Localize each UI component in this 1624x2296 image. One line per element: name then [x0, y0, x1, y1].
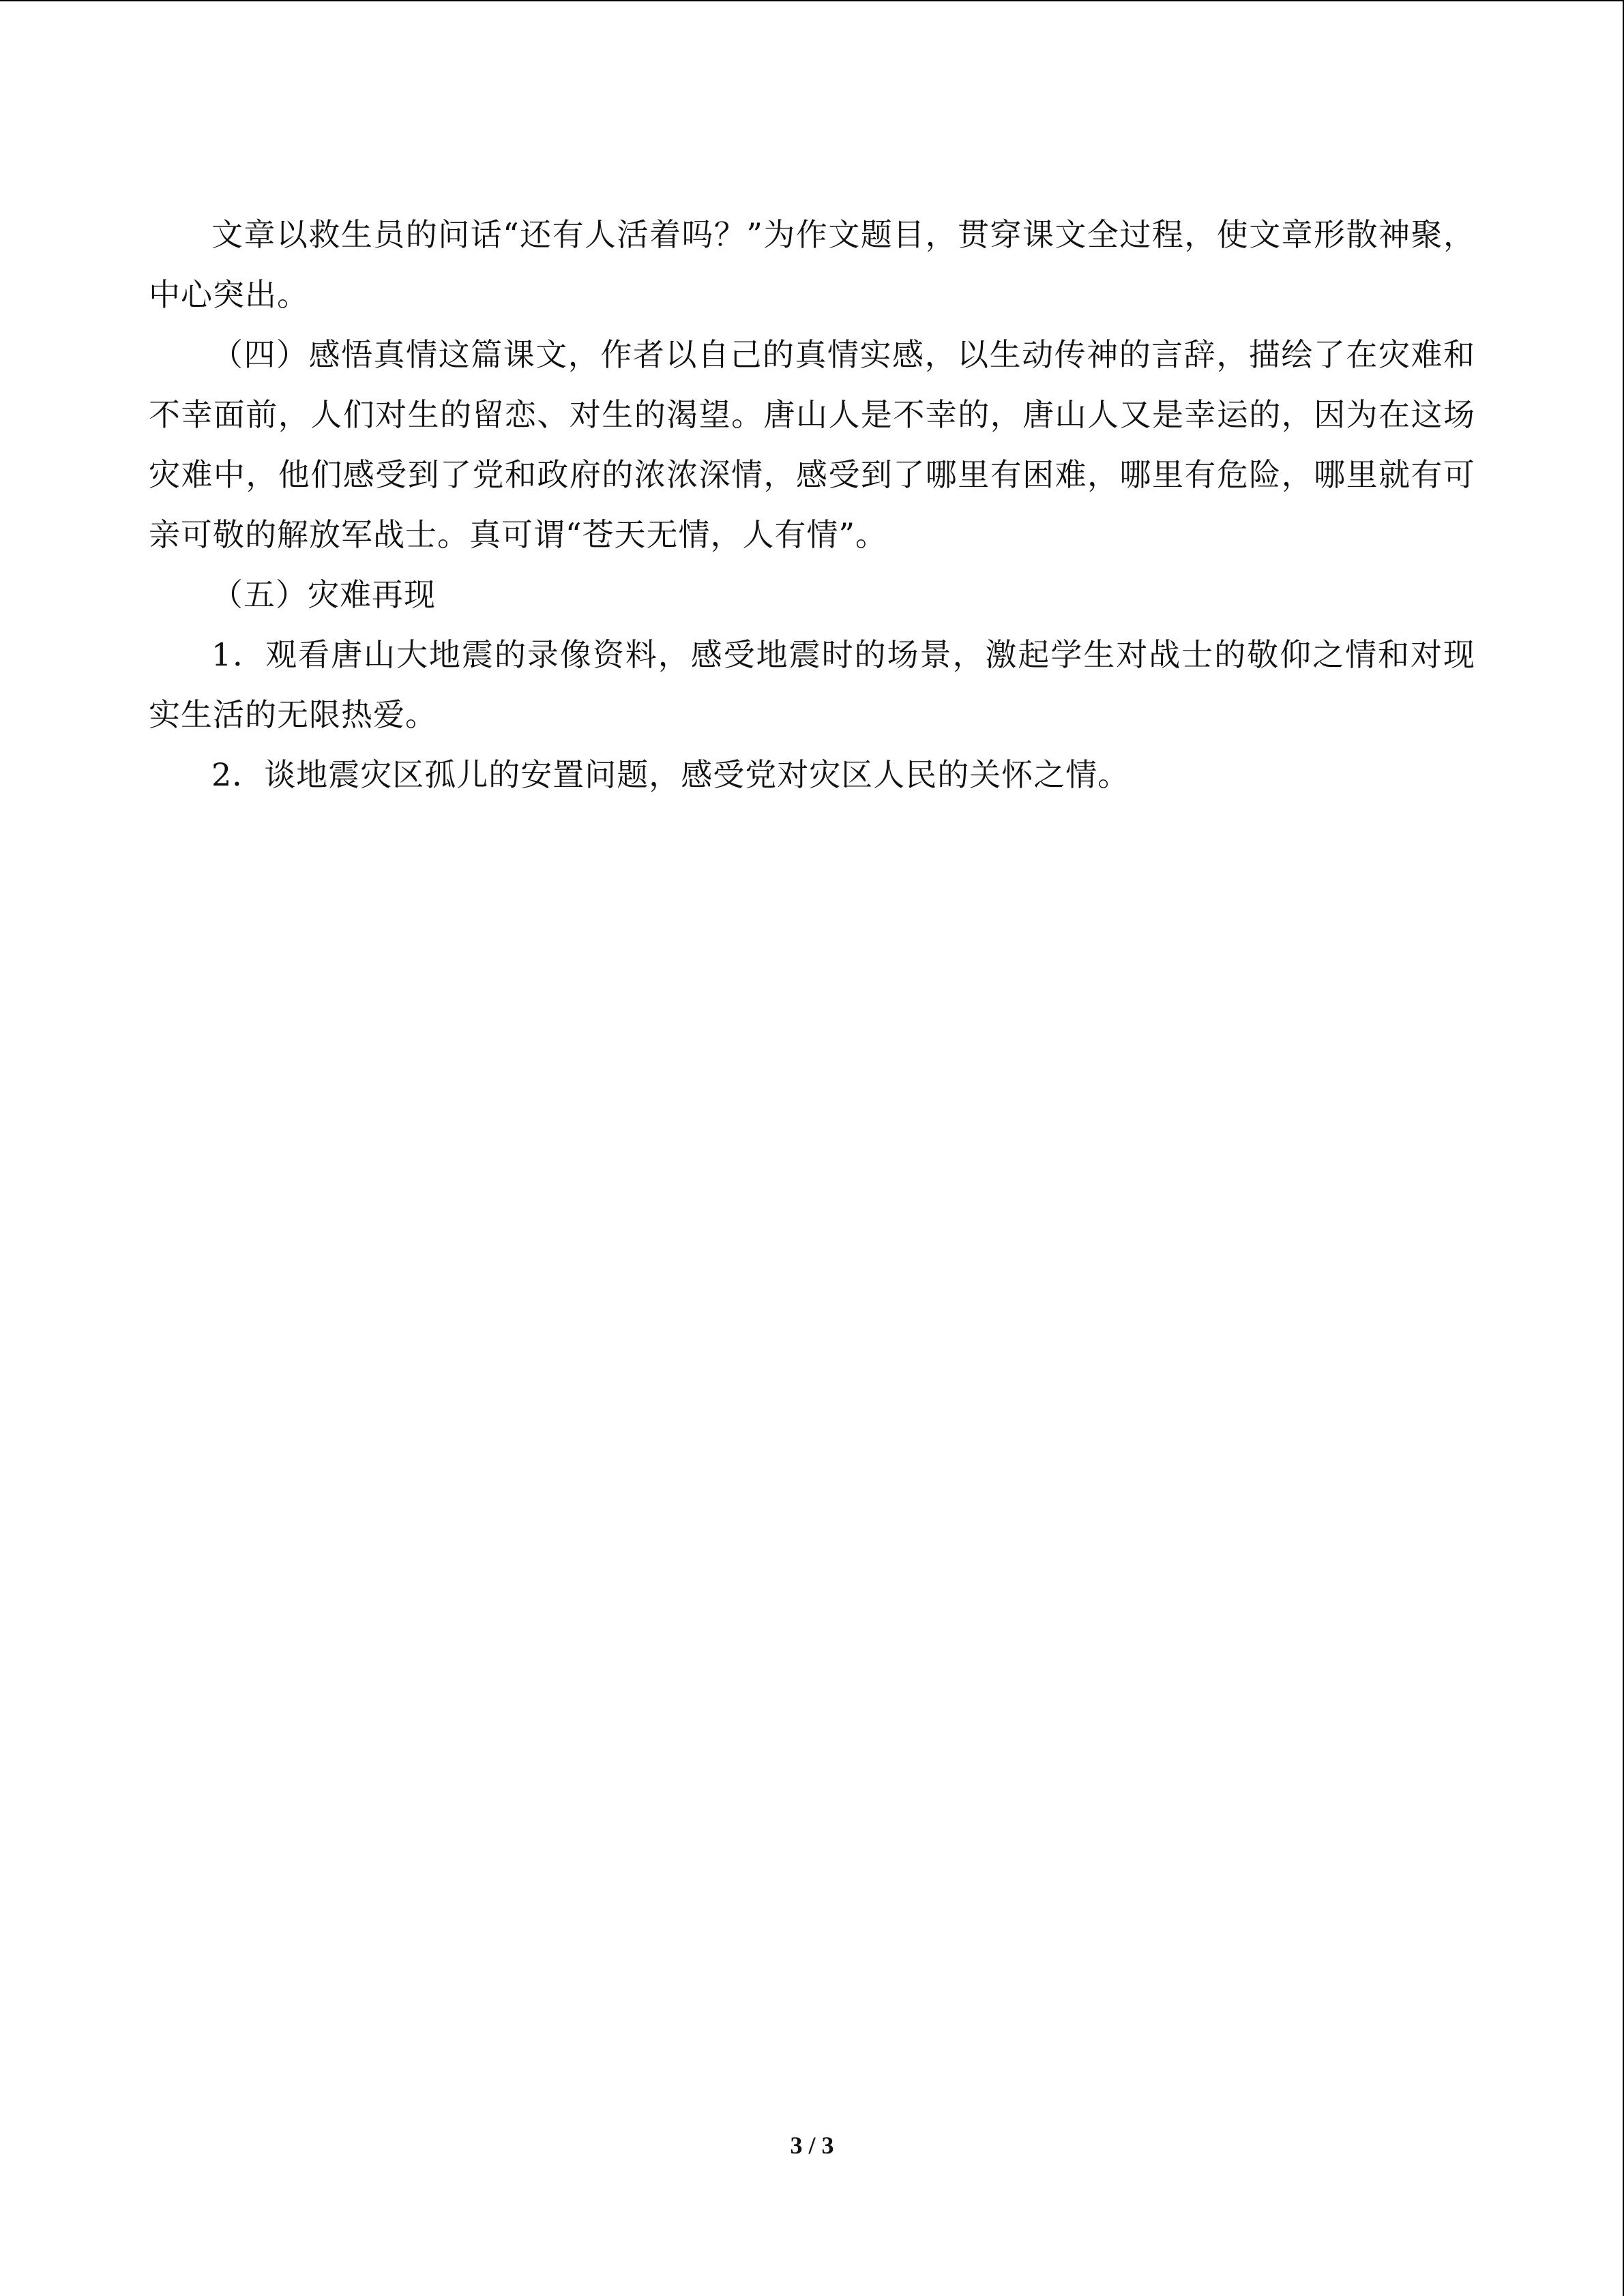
heading-disaster-reproduction: （五）灾难再现 — [211, 576, 436, 613]
paragraph-theme: 文章以救生员的问话“还有人活着吗？”为作文题目，贯穿课文全过程，使文章形散神聚，中心突出。 — [149, 216, 1475, 313]
paragraph-feel-sincerity: （四）感悟真情这篇课文，作者以自己的真情实感，以生动传神的言辞，描绘了在灾难和不幸面前，人们对生的留恋、对生的渴望。唐山人是不幸的，唐山人又是幸运的，因为在这场灾难中，他们感受到了党和政府的浓浓深情，感受到了哪里有困难，哪里有危险，哪里就有可亲可敬的解放军战士。真可谓“苍天无情，人有情”。 — [149, 336, 1475, 553]
list-item-orphans: 2．谈地震灾区孤儿的安置问题，感受党对灾区人民的关怀之情。 — [211, 756, 1130, 793]
list-item-video: 1．观看唐山大地震的录像资料，感受地震时的场景，激起学生对战士的敬仰之情和对现实生活的无限热爱。 — [149, 636, 1475, 733]
page-number: 3 / 3 — [790, 2132, 834, 2159]
document-body — [149, 205, 1475, 805]
